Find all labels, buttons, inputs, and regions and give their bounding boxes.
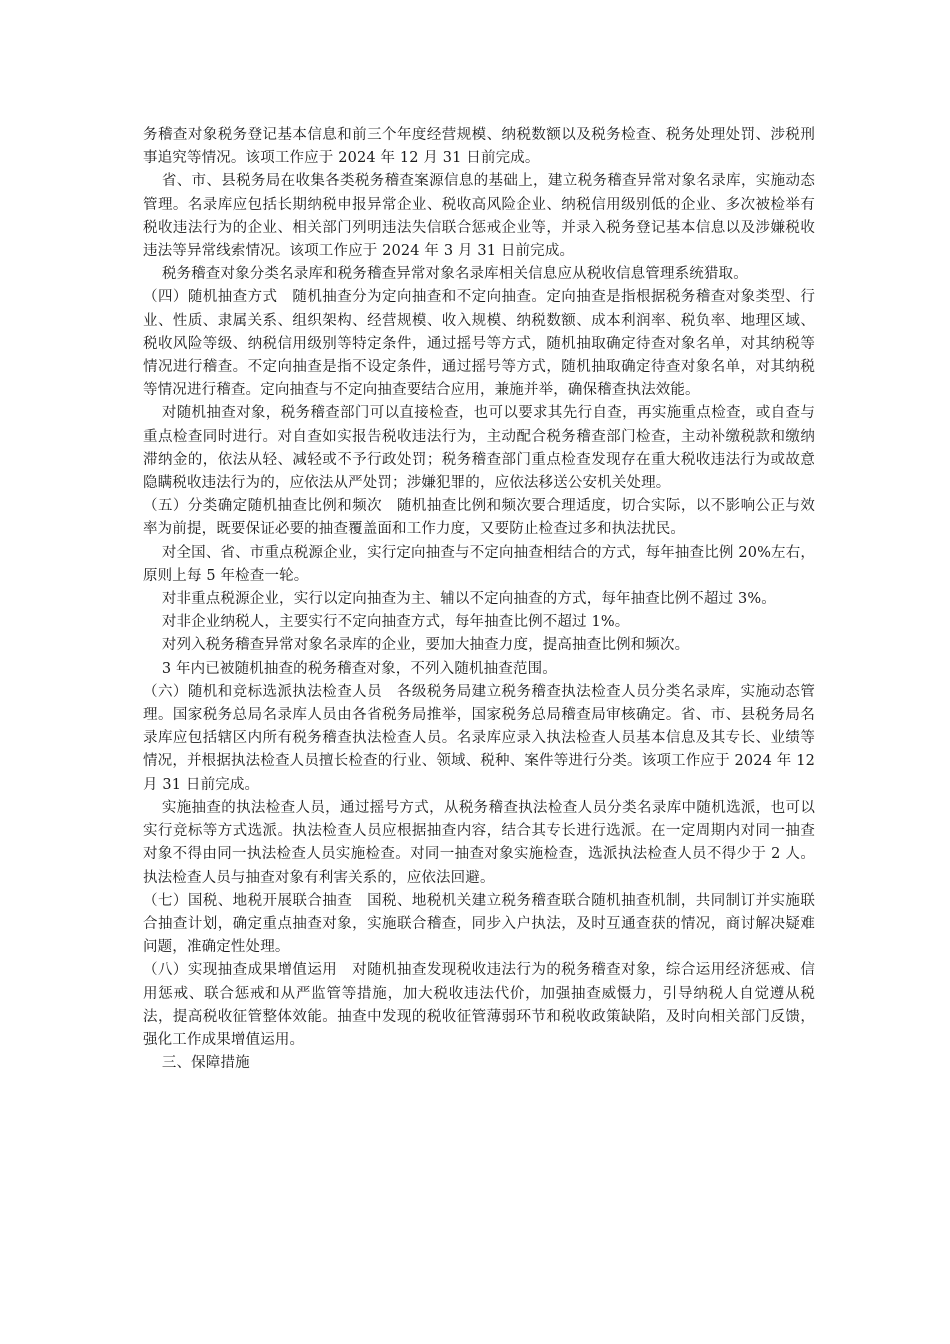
section-heading-3: 三、保障措施 xyxy=(161,1055,250,1072)
section-paragraph-4: （四）随机抽查方式 随机抽查分为定向抽查和不定向抽查。定向抽查是指根据税务稽查对象类型、行业、性质、隶属关系、组织架构、经营规模、收入规模、纳税数额、成本利润率、税负率、地理区域、税收风险等级、纳税信用级别等特定条件，通过摇号等方式，随机抽取确定待查对象名单，对其纳税等情况进行稽查。不定向抽查是指不设定条件，通过摇号等方式，随机抽取确定待查对象名单，对其纳税等情况进行稽查。定向抽查与不定向抽查要结合应用，兼施并举，确保稽查执法效能。 xyxy=(143,289,815,399)
paragraph: 3 年内已被随机抽查的税务稽查对象，不列入随机抽查范围。 xyxy=(161,660,557,677)
paragraph: 对随机抽查对象，税务稽查部门可以直接检查，也可以要求其先行自查，再实施重点检查，或自查与重点检查同时进行。对自查如实报告税收违法行为，主动配合税务稽查部门检查，主动补缴税款和缴纳滞纳金的，依法从轻、减轻或不予行政处罚；税务稽查部门重点检查发现存在重大税收违法行为或故意隐瞒税收违法行为的，应依法从严处罚；涉嫌犯罪的，应依法移送公安机关处理。 xyxy=(143,405,815,492)
paragraph: 对列入税务稽查异常对象名录库的企业，要加大抽查力度，提高抽查比例和频次。 xyxy=(161,637,690,654)
document-body xyxy=(143,124,815,1075)
section-paragraph-5: （五）分类确定随机抽查比例和频次 随机抽查比例和频次要合理适度，切合实际，以不影响公正与效率为前提，既要保证必要的抽查覆盖面和工作力度，又要防止检查过多和执法扰民。 xyxy=(143,498,815,538)
paragraph: 务稽查对象税务登记基本信息和前三个年度经营规模、纳税数额以及税务检查、税务处理处罚、涉税刑事追究等情况。该项工作应于 2024 年 12 月 31 日前完成。 xyxy=(143,127,815,167)
section-paragraph-6: （六）随机和竞标选派执法检查人员 各级税务局建立税务稽查执法检查人员分类名录库，实施动态管理。国家税务总局名录库人员由各省税务局推举，国家税务总局稽查局审核确定。省、市、县税务局名录库应包括辖区内所有税务稽查执法检查人员。名录库应录入执法检查人员基本信息及其专长、业绩等情况，并根据执法检查人员擅长检查的行业、领域、税种、案件等进行分类。该项工作应于 2024 年 12 月 31 日前完成。 xyxy=(143,683,815,793)
section-paragraph-8: （八）实现抽查成果增值运用 对随机抽查发现税收违法行为的税务稽查对象，综合运用经济惩戒、信用惩戒、联合惩戒和从严监管等措施，加大税收违法代价，加强抽查威慑力，引导纳税人自觉遵从税法，提高税收征管整体效能。抽查中发现的税收征管薄弱环节和税收政策缺陷，及时向相关部门反馈，强化工作成果增值运用。 xyxy=(143,962,815,1048)
paragraph: 税务稽查对象分类名录库和税务稽查异常对象名录库相关信息应从税收信息管理系统猎取。 xyxy=(161,266,748,283)
paragraph: 实施抽查的执法检查人员，通过摇号方式，从税务稽查执法检查人员分类名录库中随机选派，也可以实行竞标等方式选派。执法检查人员应根据抽查内容，结合其专长进行选派。在一定周期内对同一抽查对象不得由同一执法检查人员实施检查。对同一抽查对象实施检查，选派执法检查人员不得少于 2 人。执法检查人员与抽查对象有利害关系的，应依法回避。 xyxy=(143,799,815,886)
section-paragraph-7: （七）国税、地税开展联合抽查 国税、地税机关建立税务稽查联合随机抽查机制，共同制订并实施联合抽查计划，确定重点抽查对象，实施联合稽查，同步入户执法，及时互通查获的情况，商讨解决疑难问题，准确定性处理。 xyxy=(143,892,815,956)
paragraph: 对非重点税源企业，实行以定向抽查为主、辅以不定向抽查的方式，每年抽查比例不超过 3%。 xyxy=(161,591,776,608)
paragraph: 对非企业纳税人，主要实行不定向抽查方式，每年抽查比例不超过 1%。 xyxy=(161,614,630,631)
paragraph: 对全国、省、市重点税源企业，实行定向抽查与不定向抽查相结合的方式，每年抽查比例 20%左右，原则上每 5 年检查一轮。 xyxy=(143,544,815,584)
paragraph: 省、市、县税务局在收集各类税务稽查案源信息的基础上，建立税务稽查异常对象名录库，实施动态管理。名录库应包括长期纳税申报异常企业、税收高风险企业、纳税信用级别低的企业、多次被检举有税收违法行为的企业、相关部门列明违法失信联合惩戒企业等，并录入税务登记基本信息以及涉嫌税收违法等异常线索情况。该项工作应于 2024 年 3 月 31 日前完成。 xyxy=(143,173,815,260)
